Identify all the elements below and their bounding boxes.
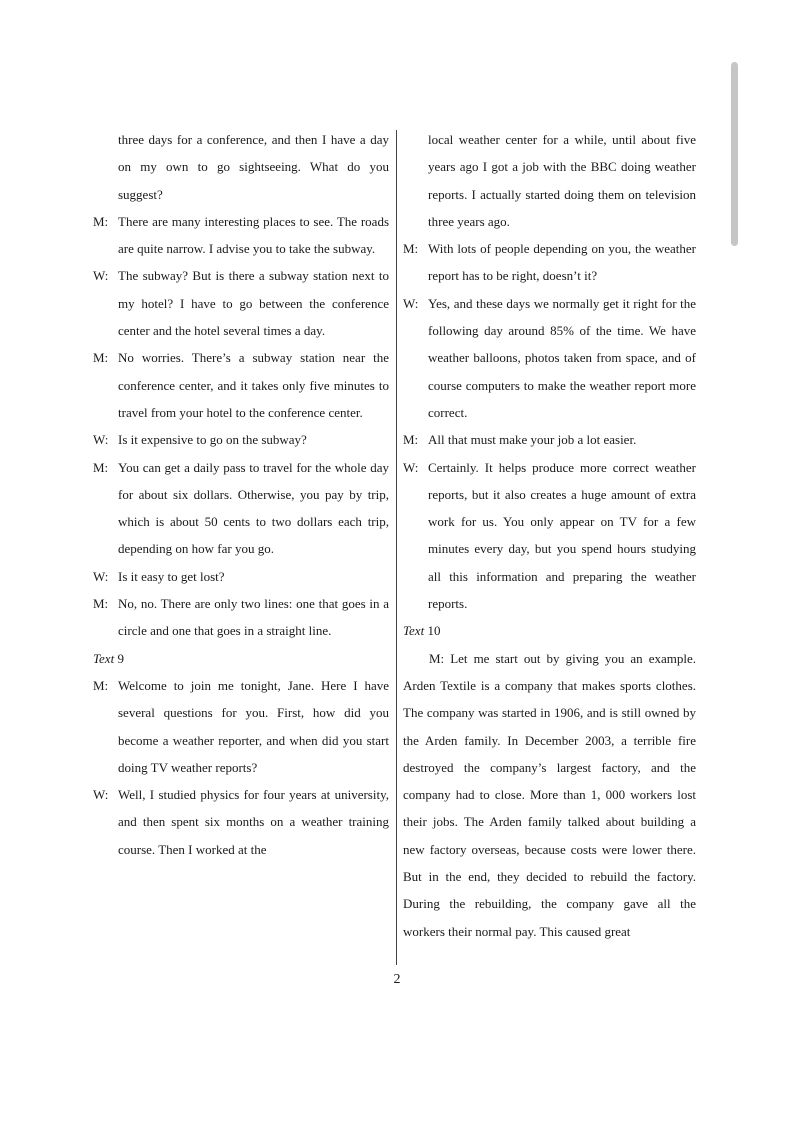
dialogue-text: No, no. There are only two lines: one that goes in a circle and one that goes in a straight line. [118,596,389,639]
text8-dialogue [93,208,389,645]
heading-number: 10 [427,623,441,639]
speaker-label: M: [93,213,109,229]
dialogue-text: Certainly. It helps produce more correct weather reports, but it also creates a huge amount of extra work for us. You only appear on TV for a few minutes every day, but you spend hours studying all this information and preparing the weather reports. [428,459,696,612]
dialogue-line [93,781,389,863]
dialogue-line [93,208,389,263]
heading-number: 9 [117,650,124,666]
text9-dialogue-continued [403,235,696,617]
dialogue-line [93,262,389,344]
dialogue-line [93,563,389,590]
speaker-label: M: [403,241,419,257]
speaker-label: W: [93,268,109,284]
right-column [403,126,696,945]
section-heading-text9 [93,645,389,672]
dialogue-line [403,454,696,618]
dialogue-line [93,672,389,781]
speaker-label: W: [403,459,419,475]
dialogue-text: Is it easy to get lost? [118,568,225,584]
page-number: 2 [393,972,401,987]
dialogue-text: There are many interesting places to see. The roads are quite narrow. I advise you to take the subway. [118,213,389,257]
heading-word: Text [93,650,115,666]
speaker-label: W: [93,568,109,584]
dialogue-line [403,290,696,426]
dialogue-line [93,344,389,426]
speaker-label: W: [403,295,419,311]
speaker-label: M: [93,677,109,693]
speaker-label: W: [93,787,109,803]
monologue-paragraph: M: Let me start out by giving you an example. Arden Textile is a company that makes sports clothes. The company was started in 1906, and is still owned by the Arden family. In December 2003, a terrible fire destroyed the company’s largest factory, and the company had to close. More than 1, 000 workers lost their jobs. The Arden family talked about building a new factory overseas, because costs were lower there. But in the end, they decided to rebuild the factory. During the rebuilding, the company gave all the workers their normal pay. This caused great [403,650,696,939]
dialogue-text: With lots of people depending on you, the weather report has to be right, doesn’t it? [428,241,696,284]
vertical-scrollbar[interactable] [731,62,738,246]
dialogue-text: Is it expensive to go on the subway? [118,432,307,448]
dialogue-continuation: three days for a conference, and then I have a day on my own to go sightseeing. What do you suggest? [118,132,389,202]
speaker-label: M: [403,432,419,448]
dialogue-text: All that must make your job a lot easier. [428,432,637,448]
speaker-label: M: [93,459,109,475]
speaker-label: W: [93,432,109,448]
left-column [93,126,389,863]
dialogue-continuation: local weather center for a while, until about five years ago I got a job with the BBC doing weather reports. I actually started doing them on television three years ago. [428,132,696,229]
dialogue-line [93,426,389,453]
dialogue-text: The subway? But is there a subway station next to my hotel? I have to go between the conference center and the hotel several times a day. [118,268,389,339]
dialogue-text: No worries. There’s a subway station near the conference center, and it takes only five minutes to travel from your hotel to the conference center. [118,350,389,420]
speaker-label: M: [93,350,109,366]
dialogue-text: You can get a daily pass to travel for the whole day for about six dollars. Otherwise, you pay by trip, which is about 50 cents to two dollars each trip, depending on how far you go. [118,459,389,557]
dialogue-line [93,590,389,645]
speaker-label: M: [93,596,109,612]
dialogue-text: Well, I studied physics for four years at university, and then spent six months on a weather training course. Then I worked at the [118,787,389,857]
dialogue-line [93,454,389,563]
column-divider [396,130,397,965]
heading-word: Text [403,623,425,639]
dialogue-text: Yes, and these days we normally get it right for the following day around 85% of the time. We have weather balloons, photos taken from space, and of course computers to make the weather report more correct. [428,295,696,420]
dialogue-line [403,426,696,453]
dialogue-text: Welcome to join me tonight, Jane. Here I have several questions for you. First, how did you become a weather reporter, and when did you start doing TV weather reports? [118,677,389,775]
section-heading-text10 [403,617,696,644]
text9-dialogue [93,672,389,863]
dialogue-line [403,235,696,290]
